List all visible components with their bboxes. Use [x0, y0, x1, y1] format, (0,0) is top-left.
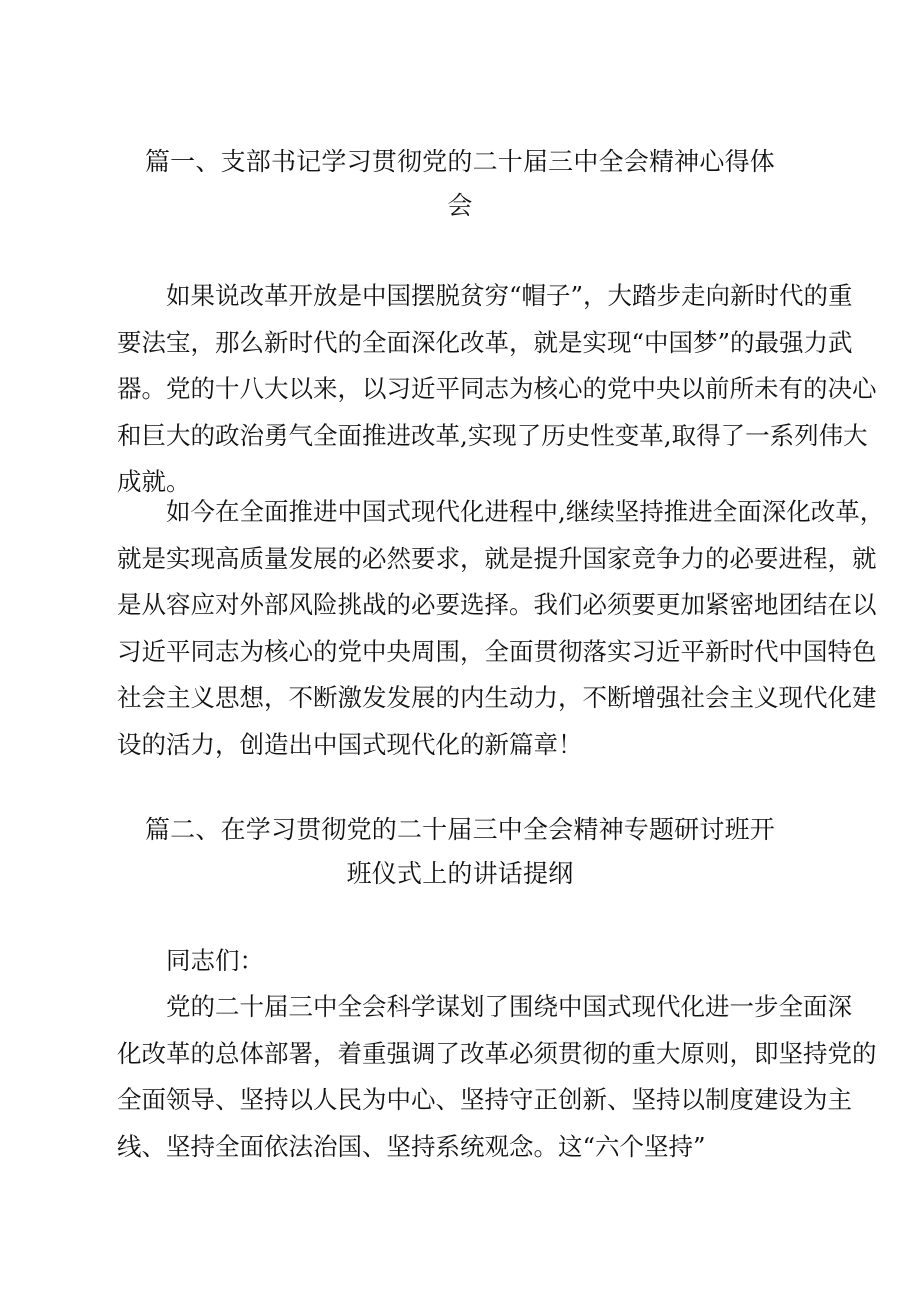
paragraph-line: 习近平同志为核心的党中央周围，全面贯彻落实习近平新时代中国特色 [117, 636, 877, 666]
paragraph-line: 设的活力，创造出中国式现代化的新篇章！ [117, 729, 583, 759]
section-1-heading [0, 140, 920, 228]
heading-line: 篇二、在学习贯彻党的二十届三中全会精神专题研讨班开 [144, 815, 775, 844]
paragraph-line: 线、坚持全面依法治国、坚持系统观念。这“六个坚持” [117, 1131, 706, 1161]
paragraph-line: 如果说改革开放是中国摆脱贫穷“帽子”，大踏步走向新时代的重 [166, 281, 853, 310]
paragraph-line: 同志们： [166, 946, 264, 975]
heading-line: 班仪式上的讲话提纲 [346, 859, 574, 888]
paragraph-line: 全面领导、坚持以人民为中心、坚持守正创新、坚持以制度建设为主 [117, 1085, 852, 1115]
heading-line: 会 [447, 191, 473, 220]
paragraph-line: 如今在全面推进中国式现代化进程中,继续坚持推进全面深化改革， [166, 497, 885, 526]
section-2-heading [0, 808, 920, 896]
paragraph-line: 是从容应对外部风险挑战的必要选择。我们必须要更加紧密地团结在以 [117, 590, 877, 620]
paragraph-line: 成就。 [117, 467, 191, 497]
section-1-paragraph-2 [117, 489, 885, 769]
paragraph-line: 社会主义思想，不断激发发展的内生动力，不断增强社会主义现代化建 [117, 683, 877, 713]
paragraph-line: 器。党的十八大以来，以习近平同志为核心的党中央以前所未有的决心 [117, 374, 877, 404]
section-2-paragraph-1 [117, 984, 877, 1170]
section-1-paragraph-1 [117, 273, 877, 506]
paragraph-line: 化改革的总体部署，着重强调了改革必须贯彻的重大原则，即坚持党的 [117, 1038, 877, 1068]
salutation [117, 938, 830, 985]
paragraph-line: 和巨大的政治勇气全面推进改革,实现了历史性变革,取得了一系列伟大 [117, 420, 868, 450]
paragraph-line: 就是实现高质量发展的必然要求，就是提升国家竞争力的必要进程，就 [117, 543, 877, 573]
heading-line: 篇一、支部书记学习贯彻党的二十届三中全会精神心得体 [144, 147, 775, 176]
paragraph-line: 党的二十届三中全会科学谋划了围绕中国式现代化进一步全面深 [166, 992, 852, 1021]
paragraph-line: 要法宝，那么新时代的全面深化改革，就是实现“中国梦”的最强力武 [117, 327, 853, 357]
